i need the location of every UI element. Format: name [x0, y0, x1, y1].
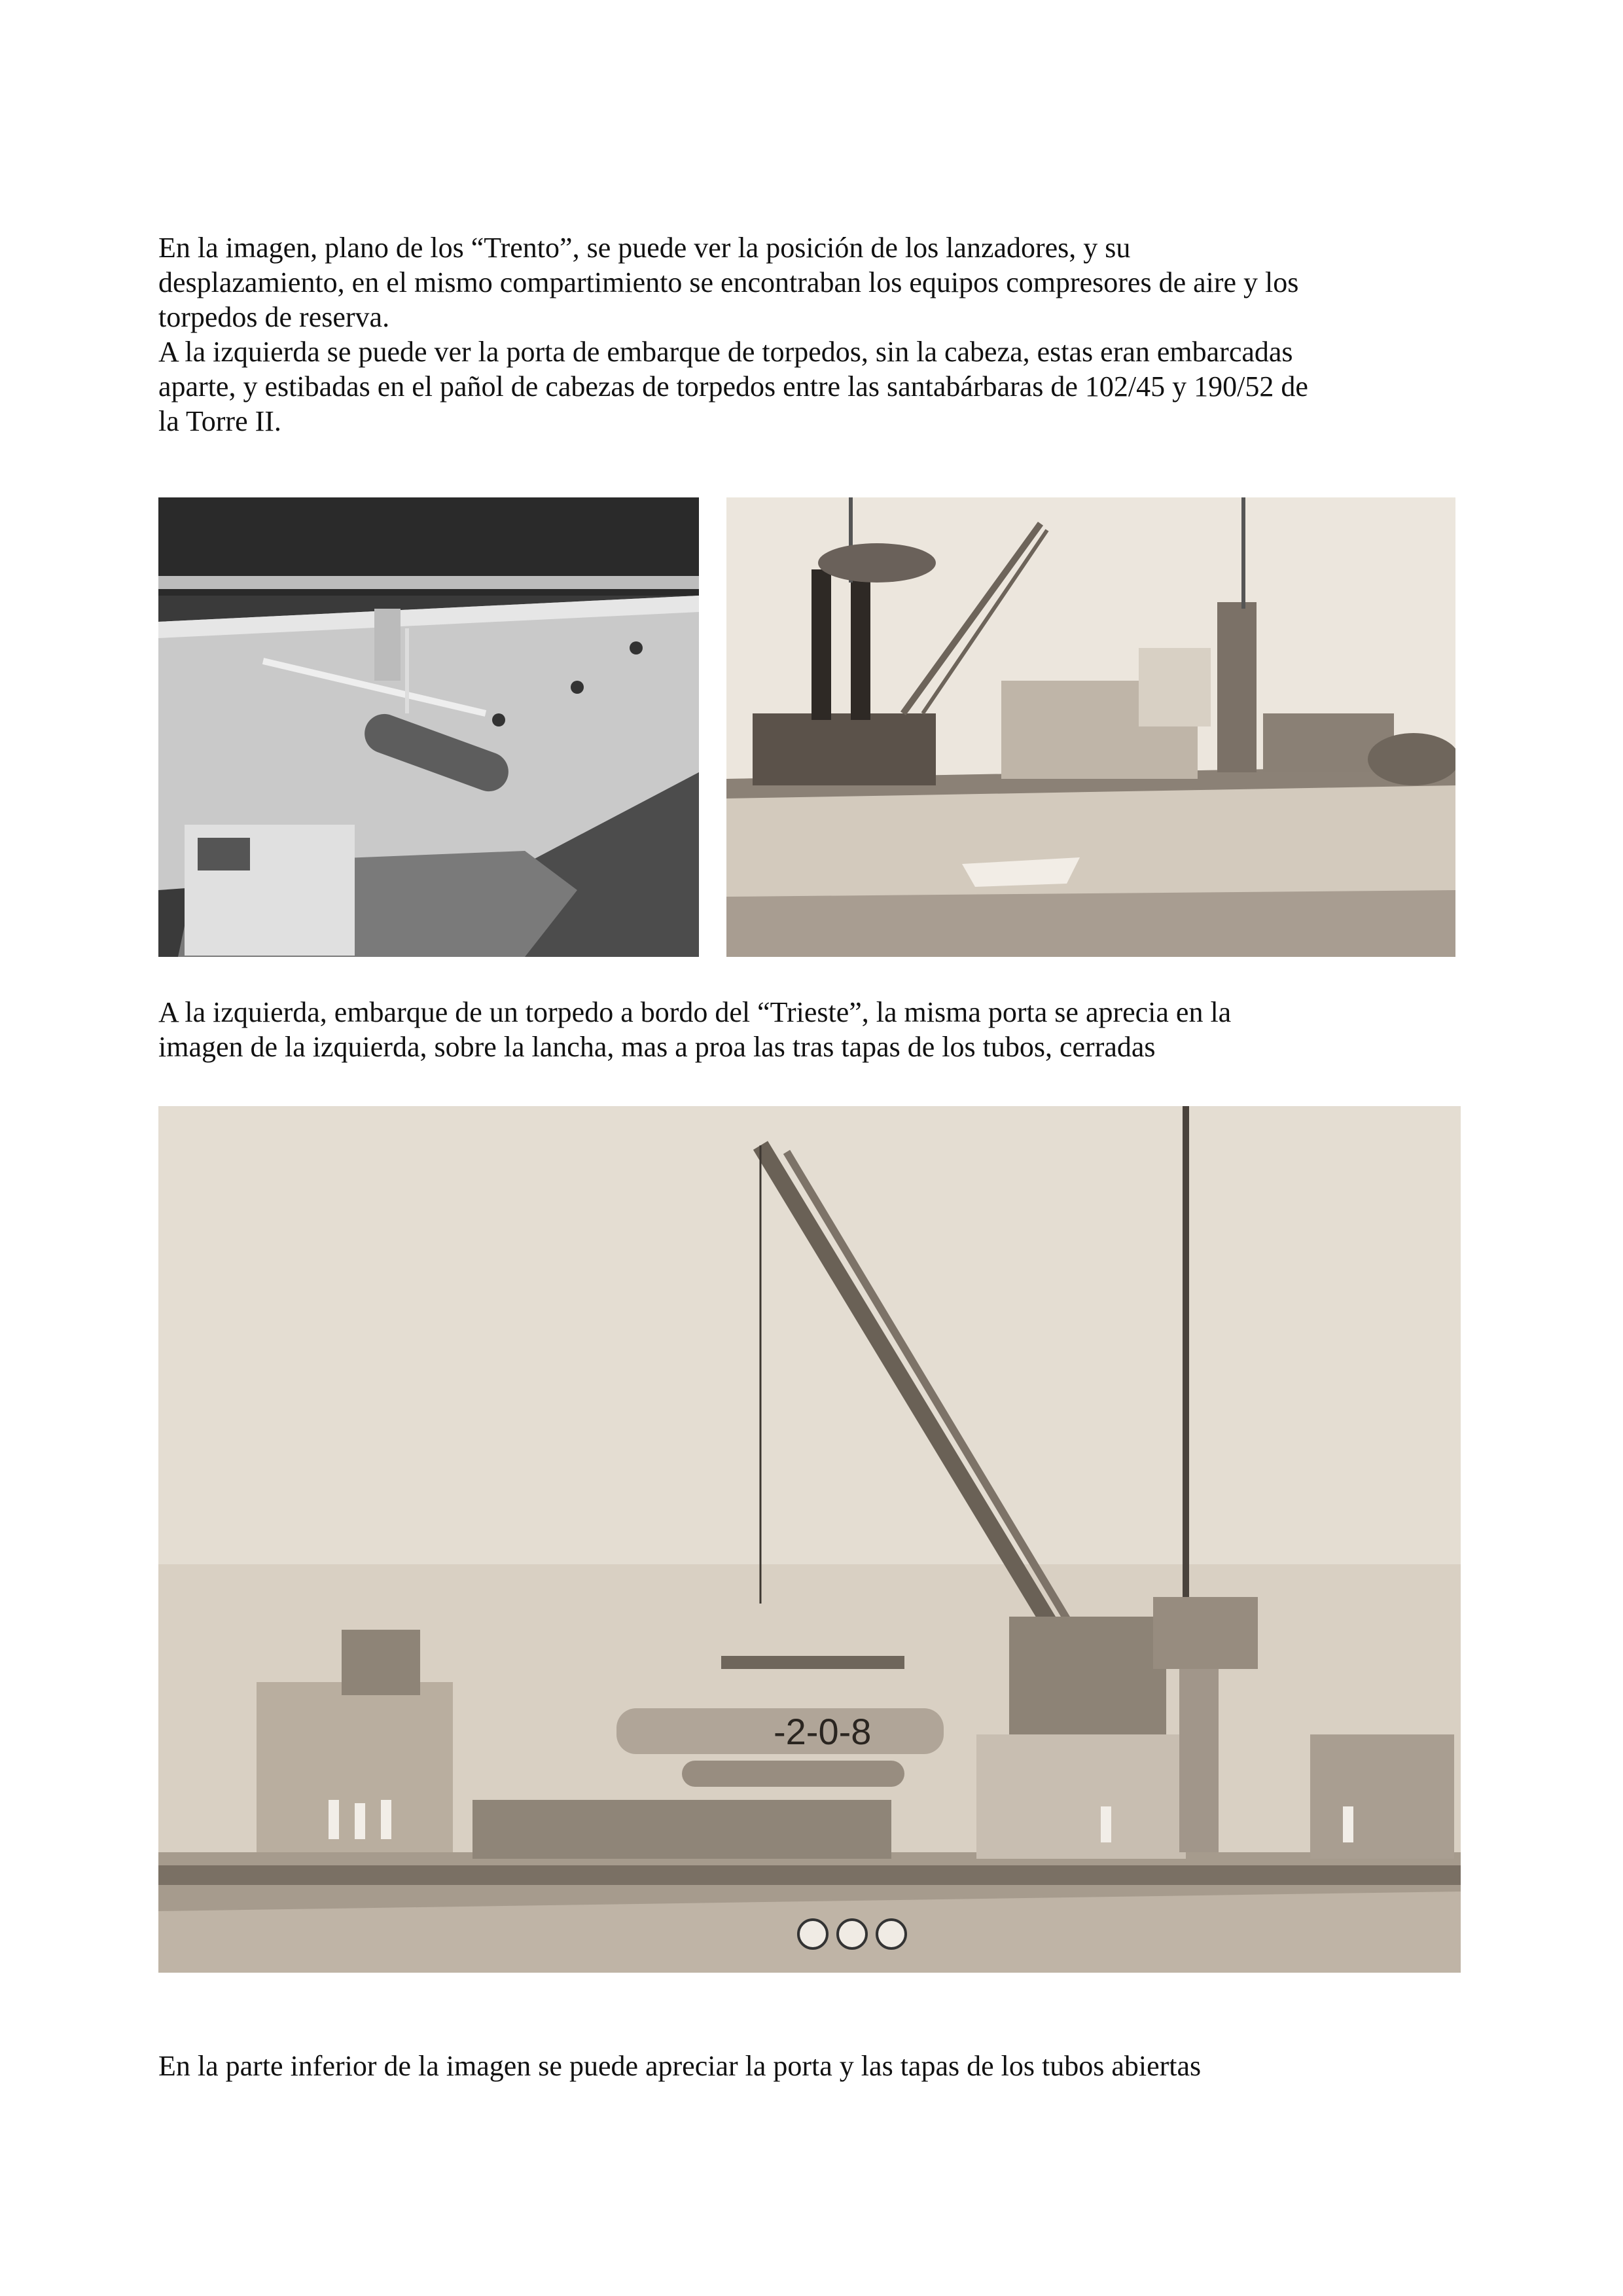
text-line: desplazamiento, en el mismo compartimiento se encontraban los equipos compresores de aire y los — [158, 266, 1299, 298]
text-line: En la imagen, plano de los “Trento”, se puede ver la posición de los lanzadores, y su — [158, 232, 1131, 264]
text-line: aparte, y estibadas en el pañol de cabezas de torpedos entre las santabárbaras de 102/45 y 190/52 de — [158, 370, 1308, 403]
text-line: A la izquierda, embarque de un torpedo a bordo del “Trieste”, la misma porta se aprecia en la — [158, 996, 1232, 1028]
text-line: torpedos de reserva. — [158, 301, 390, 333]
photo-cruiser-side-image — [726, 497, 1455, 957]
photo-crane-deck-image — [158, 1106, 1461, 1973]
paragraph-intro — [158, 230, 1480, 439]
seaplane-marking: -2-0-8 — [774, 1711, 872, 1752]
photo-cruiser-side — [726, 497, 1455, 957]
text-line: En la parte inferior de la imagen se puede apreciar la porta y las tapas de los tubos abiertas — [158, 2050, 1202, 2082]
paragraph-caption-top — [158, 995, 1480, 1064]
photo-torpedo-loading-image — [158, 497, 699, 957]
text-line: imagen de la izquierda, sobre la lancha, mas a proa las tras tapas de los tubos, cerradas — [158, 1031, 1156, 1063]
text-line: A la izquierda se puede ver la porta de embarque de torpedos, sin la cabeza, estas eran embarcadas — [158, 336, 1293, 368]
paragraph-caption-bottom — [158, 2049, 1480, 2083]
text-line: la Torre II. — [158, 405, 281, 437]
photo-torpedo-loading — [158, 497, 699, 957]
photo-crane-deck — [158, 1106, 1461, 1973]
